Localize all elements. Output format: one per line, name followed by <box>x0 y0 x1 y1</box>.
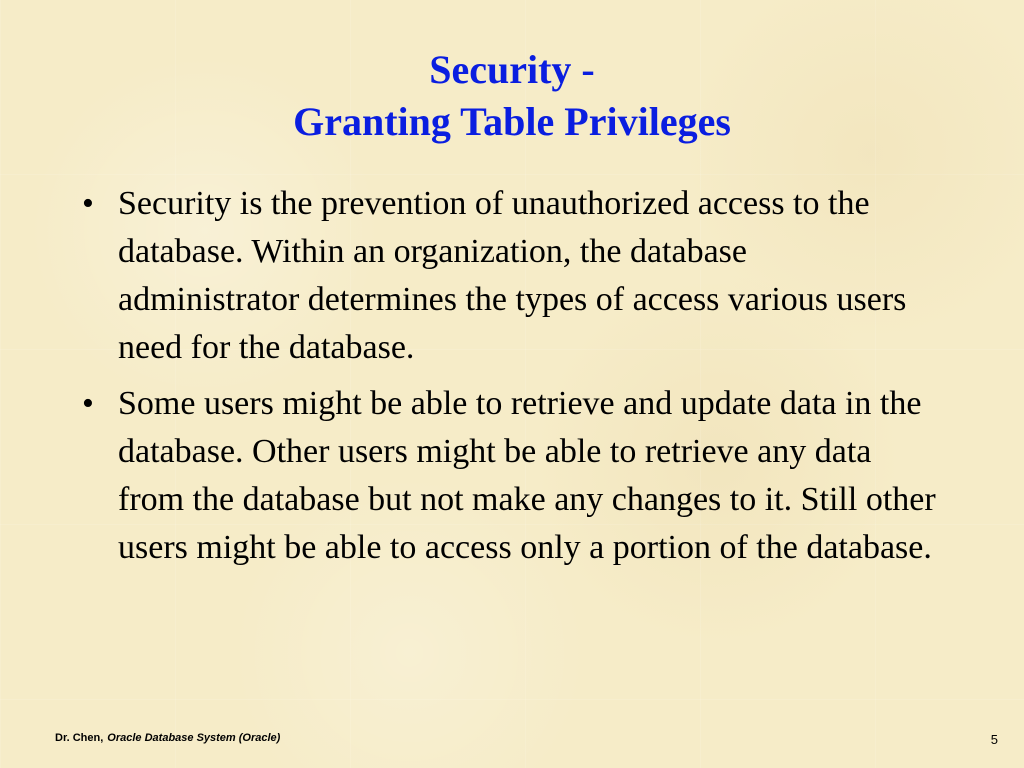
bullet-list <box>76 180 936 580</box>
slide-title <box>0 44 1024 148</box>
footer-credit <box>55 732 280 744</box>
title-line-1: Security - <box>429 47 595 92</box>
bullet-text: Some users might be able to retrieve and update data in the database. Other users might be able to retrieve any data from the database but not make any changes to it. Still other users might be able to access only a portion of the database. <box>118 385 936 566</box>
footer-author: Dr. Chen, <box>55 732 104 744</box>
footer-course: Oracle Database System (Oracle) <box>107 732 281 744</box>
bullet-dot-icon: • <box>82 385 94 422</box>
bullet-dot-icon: • <box>82 185 94 222</box>
bullet-item <box>76 380 936 572</box>
bullet-item <box>76 180 936 372</box>
title-line-2: Granting Table Privileges <box>293 99 731 144</box>
page-number: 5 <box>990 732 998 747</box>
bullet-text: Security is the prevention of unauthorized access to the database. Within an organization, the database administrator determines the types of access various users need for the database. <box>118 185 907 366</box>
